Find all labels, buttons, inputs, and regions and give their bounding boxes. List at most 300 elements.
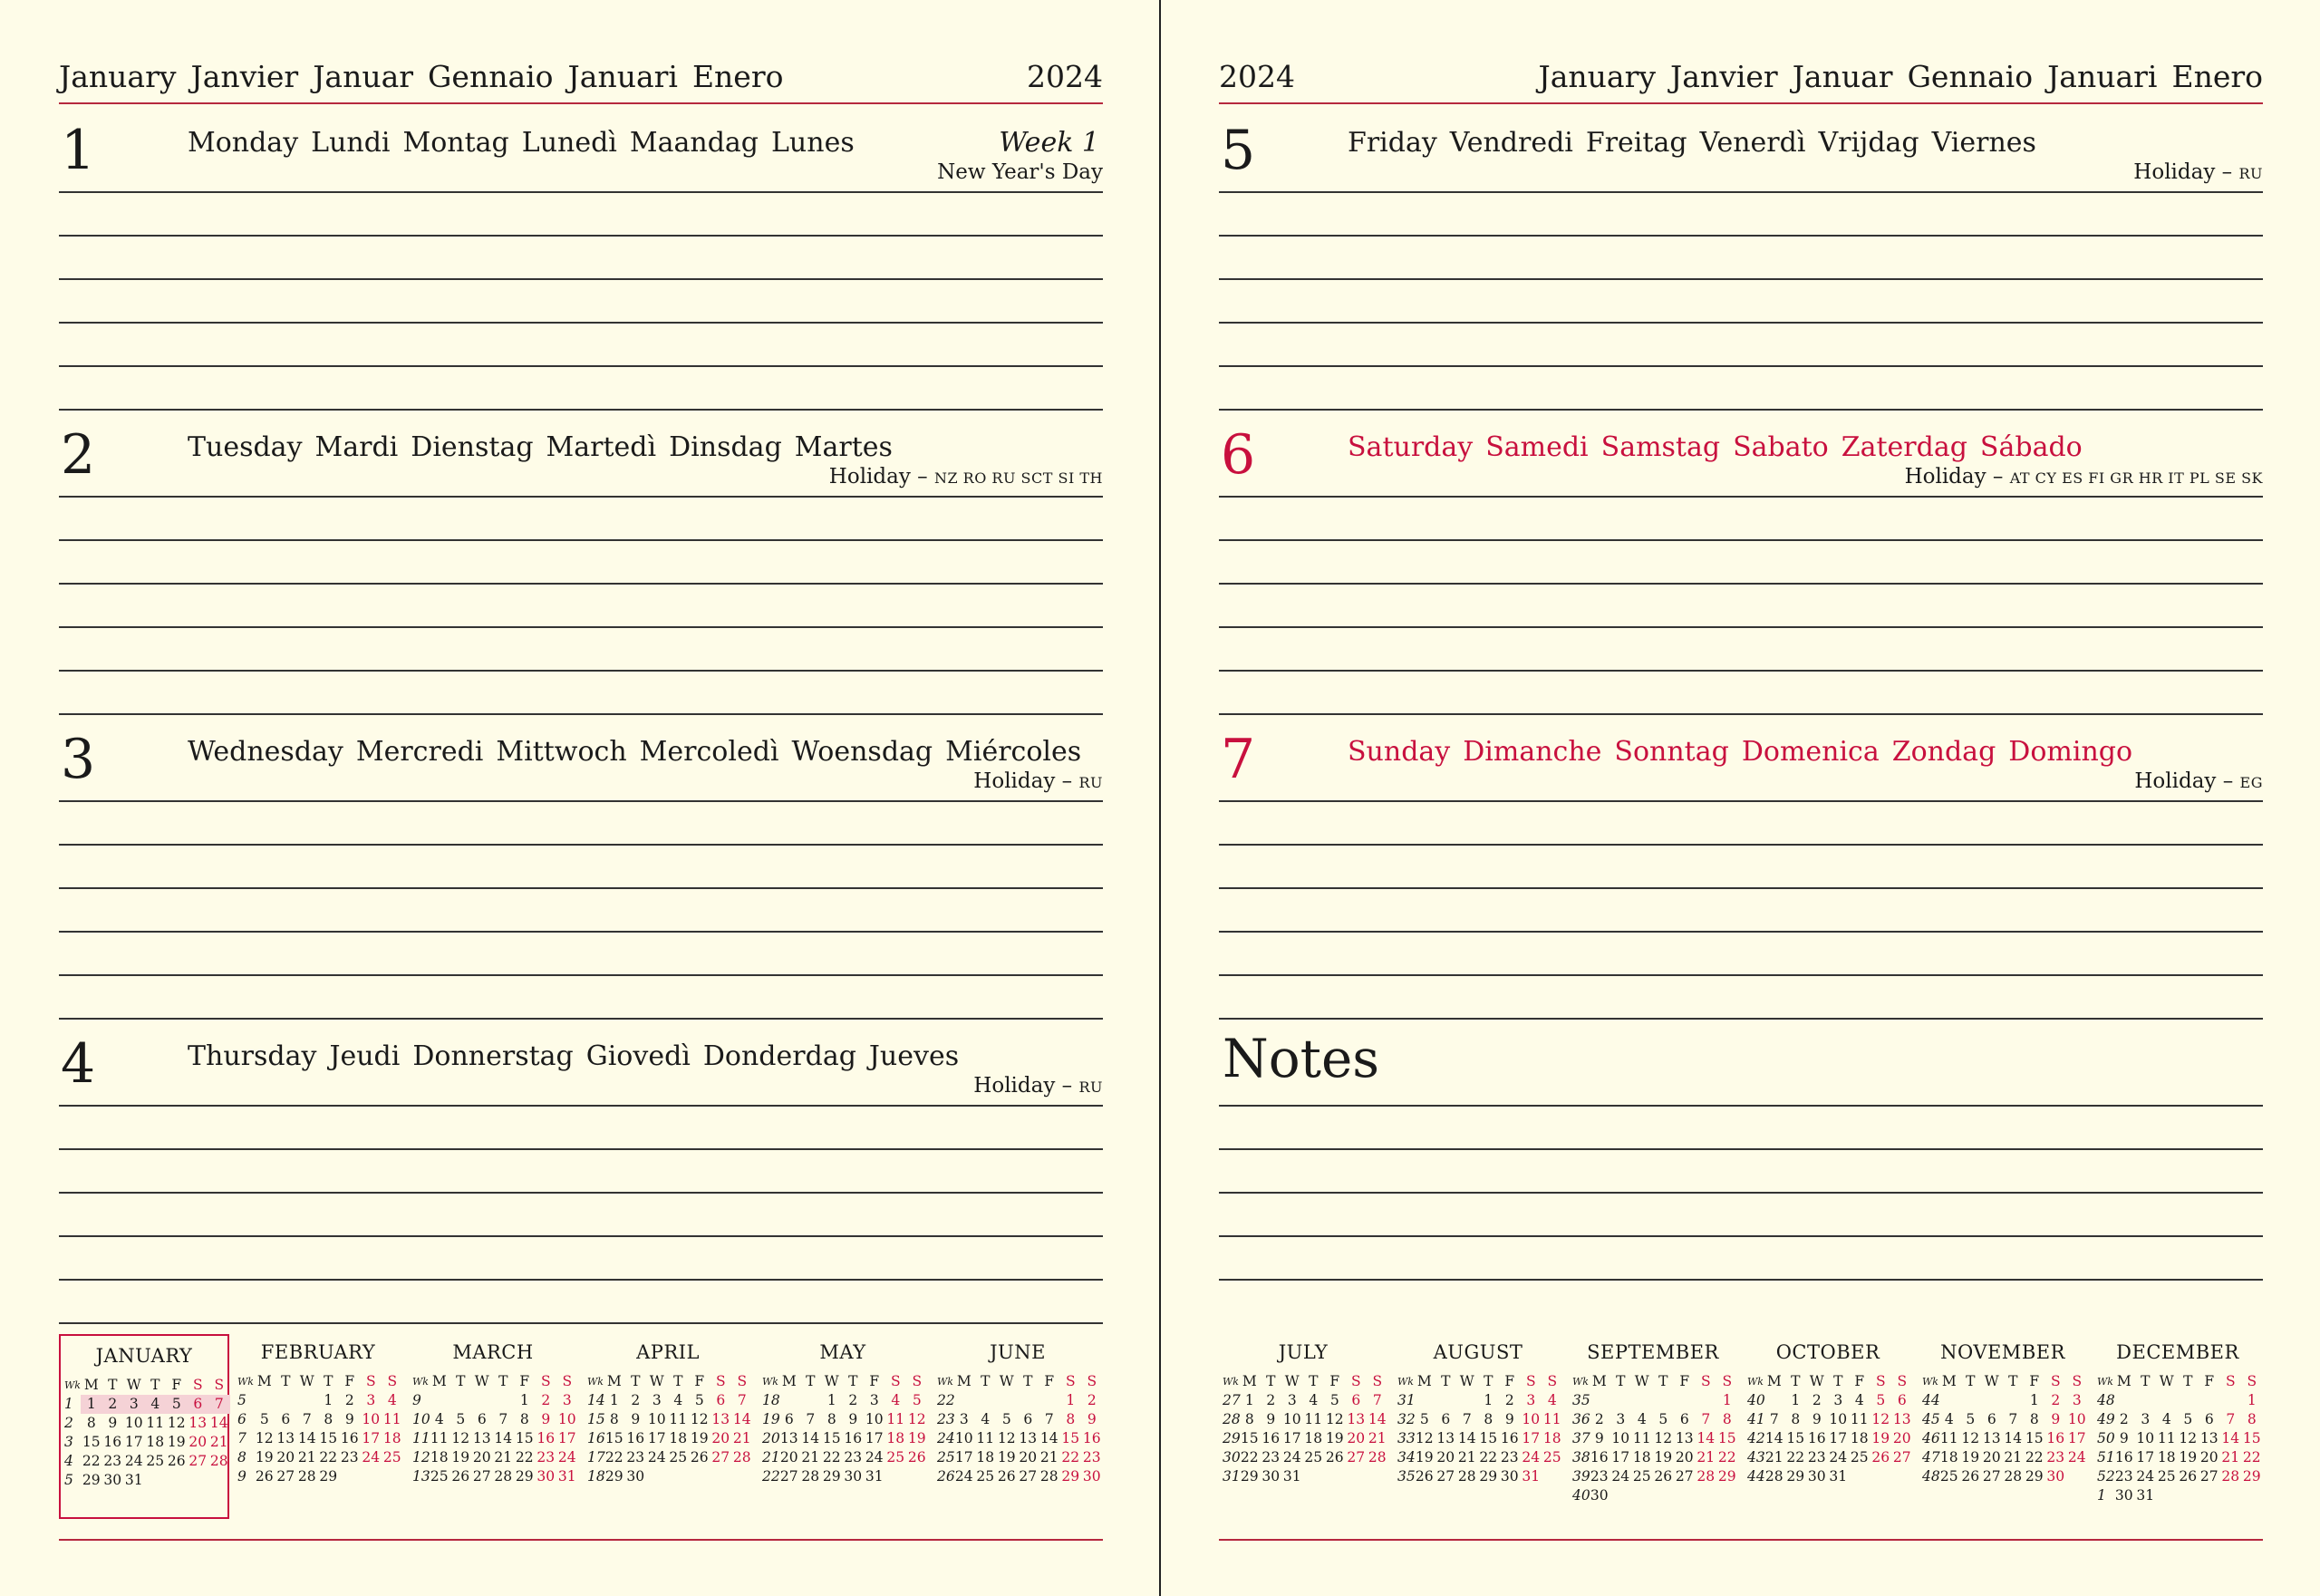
weekday-header: S <box>1350 1373 1361 1389</box>
weekday-header: F <box>1854 1373 1865 1389</box>
calendar-date: 24 <box>865 1449 884 1465</box>
mini-calendar-month: FEBRUARY <box>260 1341 376 1363</box>
day-name: Mardi <box>314 431 399 463</box>
mini-calendar-month: MARCH <box>452 1341 534 1363</box>
writing-line <box>59 191 1103 193</box>
week-number: 1 <box>64 1396 73 1412</box>
calendar-date: 22 <box>604 1449 624 1465</box>
calendar-date: 10 <box>647 1411 666 1427</box>
calendar-date: 19 <box>690 1430 709 1446</box>
calendar-date <box>296 1391 318 1410</box>
day-number: 4 <box>61 1032 96 1096</box>
mini-calendar-week <box>2097 1448 2263 1467</box>
weekday-header: S <box>912 1373 923 1389</box>
calendar-date: 2 <box>1504 1392 1514 1408</box>
weekday-header: T <box>1966 1373 1976 1389</box>
day-block[interactable] <box>59 415 1103 720</box>
mini-calendar-week <box>1223 1448 1388 1467</box>
month-name: Enero <box>691 59 784 94</box>
calendar-date <box>2220 1486 2242 1505</box>
calendar-date: 21 <box>801 1449 820 1465</box>
calendar-date: 28 <box>2221 1468 2240 1485</box>
calendar-date: 1 <box>2029 1392 2039 1408</box>
weekday-header: T <box>150 1377 160 1393</box>
mini-calendar-week <box>1747 1467 1913 1486</box>
calendar-date <box>2199 1486 2220 1505</box>
calendar-date: 14 <box>732 1411 751 1427</box>
calendar-date: 21 <box>2221 1449 2240 1465</box>
day-name: Lunes <box>771 127 855 159</box>
calendar-date: 31 <box>865 1468 884 1485</box>
weekday-header: S <box>365 1373 376 1389</box>
notes-title: Notes <box>1223 1028 1380 1089</box>
writing-line <box>59 844 1103 846</box>
calendar-date: 3 <box>366 1392 376 1408</box>
day-names <box>1348 736 2145 768</box>
writing-line <box>1219 1192 2263 1194</box>
week-number: 29 <box>1223 1430 1241 1446</box>
calendar-date <box>778 1391 800 1410</box>
weekday-header: S <box>192 1377 203 1393</box>
calendar-date: 3 <box>1616 1411 1626 1427</box>
calendar-date: 6 <box>1897 1392 1907 1408</box>
mini-calendar-week <box>587 1467 753 1486</box>
weekday-header: T <box>1791 1373 1801 1389</box>
month-name: January <box>1538 59 1657 94</box>
calendar-date <box>1674 1391 1696 1410</box>
calendar-date: 18 <box>1632 1449 1651 1465</box>
calendar-date: 14 <box>209 1415 228 1431</box>
calendar-date: 1 <box>1066 1392 1076 1408</box>
writing-line <box>1219 800 2263 802</box>
mini-calendar-grid <box>1747 1372 1913 1486</box>
day-block[interactable] <box>59 1024 1103 1329</box>
calendar-date: 8 <box>1066 1411 1076 1427</box>
calendar-date <box>361 1467 382 1486</box>
writing-line <box>59 626 1103 628</box>
weekday-header: T <box>1309 1373 1319 1389</box>
weekday-header: S <box>1087 1373 1097 1389</box>
week-number: 48 <box>1922 1468 1940 1485</box>
mini-calendar-week <box>1572 1391 1738 1410</box>
month-name: Januari <box>567 59 678 94</box>
calendar-date: 5 <box>694 1392 704 1408</box>
holiday-country-codes: RU <box>2238 165 2263 182</box>
calendar-date <box>1542 1467 1563 1486</box>
calendar-date: 15 <box>2025 1430 2044 1446</box>
day-name: Dimanche <box>1463 736 1602 768</box>
mini-calendar-week <box>1397 1410 1563 1429</box>
mini-calendar-week <box>64 1395 230 1414</box>
book-spine <box>1159 0 1161 1596</box>
calendar-date: 6 <box>281 1411 291 1427</box>
writing-line <box>1219 191 2263 193</box>
mini-calendar <box>2093 1332 2262 1519</box>
calendar-date: 16 <box>1082 1430 1101 1446</box>
weekday-header: S <box>1372 1373 1383 1389</box>
calendar-date: 18 <box>669 1430 688 1446</box>
calendar-date: 16 <box>1807 1430 1826 1446</box>
mini-calendar-week <box>1922 1391 2088 1410</box>
week-number: 48 <box>2097 1392 2115 1408</box>
weekday-header: T <box>2008 1373 2018 1389</box>
calendar-date: 3 <box>652 1392 662 1408</box>
day-name: Vendredi <box>1449 127 1573 159</box>
calendar-date: 7 <box>806 1411 816 1427</box>
weekday-header: T <box>1484 1373 1494 1389</box>
calendar-date: 18 <box>1850 1430 1869 1446</box>
day-number: 2 <box>61 423 96 487</box>
calendar-date <box>1938 1391 1960 1410</box>
holiday-note <box>1905 465 2263 488</box>
mini-calendar-month: NOVEMBER <box>1940 1341 2065 1363</box>
calendar-date <box>1849 1467 1870 1486</box>
weekday-header: S <box>387 1373 398 1389</box>
writing-line <box>59 322 1103 324</box>
weekday-header: T <box>108 1377 118 1393</box>
calendar-date: 22 <box>515 1449 534 1465</box>
mini-calendar-grid <box>237 1372 403 1486</box>
day-names <box>188 127 867 159</box>
mini-calendar-week <box>937 1391 1103 1410</box>
calendar-date: 20 <box>472 1449 491 1465</box>
mini-calendar-month: DECEMBER <box>2116 1341 2239 1363</box>
month-names <box>59 59 798 94</box>
weekday-header: M <box>1941 1373 1957 1389</box>
calendar-date: 15 <box>2242 1430 2261 1446</box>
calendar-date: 27 <box>276 1468 295 1485</box>
calendar-date <box>1653 1391 1675 1410</box>
day-name: Mercredi <box>355 736 484 768</box>
day-block[interactable] <box>1219 111 2263 415</box>
calendar-date: 11 <box>1542 1411 1561 1427</box>
mini-calendar-week <box>1223 1467 1388 1486</box>
holiday-label: New Year's Day <box>937 160 1103 184</box>
calendar-date: 16 <box>1590 1449 1609 1465</box>
mini-calendar <box>59 1334 229 1519</box>
weekday-header: W <box>1459 1373 1474 1389</box>
mini-calendar <box>234 1332 402 1519</box>
calendar-date: 2 <box>1087 1392 1097 1408</box>
weekday-header: F <box>694 1373 705 1389</box>
calendar-date: 24 <box>647 1449 666 1465</box>
right-page <box>1219 0 2263 1596</box>
calendar-date: 11 <box>382 1411 401 1427</box>
calendar-date: 6 <box>716 1392 726 1408</box>
day-number: 1 <box>61 119 96 182</box>
calendar-date: 20 <box>1436 1449 1455 1465</box>
mini-calendar-month: SEPTEMBER <box>1587 1341 1719 1363</box>
calendar-date: 23 <box>103 1453 122 1469</box>
writing-line <box>1219 1279 2263 1281</box>
calendar-date: 15 <box>319 1430 338 1446</box>
weekday-header: M <box>1242 1373 1257 1389</box>
mini-calendar-week <box>1397 1429 1563 1448</box>
calendar-date: 9 <box>1812 1411 1822 1427</box>
mini-calendar <box>1744 1332 1912 1519</box>
mini-calendar-week <box>1223 1391 1388 1410</box>
calendar-date: 19 <box>167 1434 186 1450</box>
left-page <box>59 0 1103 1596</box>
calendar-date: 14 <box>801 1430 820 1446</box>
calendar-date: 16 <box>1262 1430 1281 1446</box>
weekday-header: S <box>562 1373 573 1389</box>
holiday-label: Holiday – <box>973 1074 1073 1098</box>
weekday-header: Wk <box>64 1379 81 1391</box>
mini-calendar-week <box>762 1429 928 1448</box>
writing-line <box>1219 1105 2263 1107</box>
week-number: 5 <box>237 1392 246 1408</box>
week-number: 25 <box>937 1449 955 1465</box>
day-name: Donnerstag <box>412 1040 574 1072</box>
day-block[interactable] <box>59 720 1103 1024</box>
calendar-date <box>1589 1391 1610 1410</box>
calendar-date: 21 <box>209 1434 228 1450</box>
mini-calendar-week <box>1922 1410 2088 1429</box>
calendar-date: 20 <box>711 1430 730 1446</box>
week-number: 42 <box>1747 1430 1765 1446</box>
calendar-date: 1 <box>609 1392 619 1408</box>
weekday-header: T <box>324 1373 334 1389</box>
day-block[interactable] <box>1219 415 2263 720</box>
calendar-date: 23 <box>1807 1449 1826 1465</box>
mini-calendar-week <box>2097 1429 2263 1448</box>
calendar-date <box>2156 1486 2178 1505</box>
calendar-date: 13 <box>276 1430 295 1446</box>
weekday-header: M <box>1591 1373 1607 1389</box>
mini-calendar-week <box>64 1414 230 1433</box>
calendar-date: 12 <box>690 1411 709 1427</box>
calendar-date <box>1456 1391 1478 1410</box>
writing-line <box>59 713 1103 715</box>
calendar-date: 3 <box>959 1411 969 1427</box>
calendar-date: 9 <box>2119 1430 2129 1446</box>
calendar-date <box>276 1391 297 1410</box>
day-name: Wednesday <box>188 736 343 768</box>
calendar-date: 18 <box>146 1434 165 1450</box>
calendar-date: 18 <box>382 1430 401 1446</box>
calendar-date: 30 <box>536 1468 556 1485</box>
calendar-date <box>166 1471 188 1490</box>
mini-calendar-header <box>1922 1372 2088 1391</box>
calendar-date: 24 <box>1611 1468 1630 1485</box>
day-name: Donderdag <box>702 1040 856 1072</box>
calendar-date: 9 <box>848 1411 858 1427</box>
mini-calendar-week <box>237 1410 403 1429</box>
weekday-header: S <box>2247 1373 2257 1389</box>
calendar-date: 11 <box>669 1411 688 1427</box>
mini-calendar-week <box>1747 1410 1913 1429</box>
month-name: Janvier <box>190 59 299 94</box>
calendar-date: 18 <box>1542 1430 1561 1446</box>
calendar-date: 27 <box>779 1468 798 1485</box>
day-name: Lundi <box>311 127 391 159</box>
mini-calendar-week <box>587 1410 753 1429</box>
calendar-date: 27 <box>1436 1468 1455 1485</box>
calendar-date: 15 <box>822 1430 841 1446</box>
mini-calendar-header <box>1223 1372 1388 1391</box>
calendar-date: 28 <box>297 1468 316 1485</box>
weekday-header: T <box>281 1373 291 1389</box>
calendar-date: 29 <box>2025 1468 2044 1485</box>
calendar-date: 29 <box>1479 1468 1498 1485</box>
calendar-date: 29 <box>1717 1468 1736 1485</box>
calendar-date: 1 <box>81 1395 102 1414</box>
calendar-date <box>885 1467 907 1486</box>
weekday-header: Wk <box>587 1376 604 1388</box>
calendar-date: 3 <box>123 1395 145 1414</box>
week-number: 5 <box>64 1472 73 1488</box>
calendar-date: 22 <box>2025 1449 2044 1465</box>
mini-calendar-week <box>1747 1429 1913 1448</box>
calendar-date: 31 <box>1829 1468 1848 1485</box>
calendar-date <box>1631 1486 1653 1505</box>
holiday-label: Holiday – <box>2134 769 2234 793</box>
writing-line <box>59 1322 1103 1324</box>
calendar-date: 10 <box>362 1411 381 1427</box>
holiday-country-codes: NZ RO RU SCT SI TH <box>933 469 1103 487</box>
calendar-date <box>208 1471 230 1490</box>
calendar-date: 10 <box>2067 1411 2086 1427</box>
calendar-date: 13 <box>1892 1411 1911 1427</box>
mini-calendar-week <box>1572 1410 1738 1429</box>
calendar-date: 2 <box>1594 1411 1604 1427</box>
writing-line <box>59 670 1103 672</box>
day-name: Lunedì <box>521 127 617 159</box>
calendar-date: 3 <box>1526 1392 1536 1408</box>
calendar-date: 16 <box>536 1430 556 1446</box>
holiday-note <box>937 160 1103 184</box>
day-block[interactable] <box>59 111 1103 415</box>
calendar-date: 2 <box>631 1392 641 1408</box>
calendar-date: 18 <box>1939 1449 1958 1465</box>
day-number: 3 <box>61 728 96 791</box>
calendar-date <box>731 1467 753 1486</box>
day-name: Domingo <box>2008 736 2133 768</box>
day-name: Mittwoch <box>496 736 627 768</box>
calendar-date: 27 <box>1892 1449 1911 1465</box>
calendar-date: 1 <box>1791 1392 1801 1408</box>
calendar-date: 6 <box>1679 1411 1689 1427</box>
calendar-date: 12 <box>255 1430 274 1446</box>
calendar-date: 2 <box>848 1392 858 1408</box>
month-name: Januari <box>2047 59 2158 94</box>
calendar-date: 13 <box>1982 1430 2001 1446</box>
calendar-date: 7 <box>498 1411 508 1427</box>
calendar-date: 8 <box>324 1411 334 1427</box>
weekday-header: Wk <box>412 1376 429 1388</box>
weekday-header: S <box>2072 1373 2083 1389</box>
calendar-date: 25 <box>1304 1449 1323 1465</box>
calendar-date: 9 <box>1087 1411 1097 1427</box>
day-name: Freitag <box>1585 127 1687 159</box>
week-number: 32 <box>1397 1411 1416 1427</box>
calendar-date: 1 <box>324 1392 334 1408</box>
writing-line <box>59 800 1103 802</box>
week-number: 18 <box>587 1468 605 1485</box>
writing-line <box>59 931 1103 933</box>
calendar-date: 17 <box>557 1430 576 1446</box>
calendar-date: 21 <box>1039 1449 1058 1465</box>
mini-calendar-week <box>1747 1448 1913 1467</box>
calendar-date: 31 <box>557 1468 576 1485</box>
mini-calendar <box>1919 1332 2087 1519</box>
weekday-header: S <box>1875 1373 1886 1389</box>
holiday-note <box>2134 769 2263 793</box>
calendar-date: 12 <box>167 1415 186 1431</box>
calendar-date: 15 <box>1786 1430 1805 1446</box>
calendar-date: 16 <box>103 1434 122 1450</box>
week-number: 46 <box>1922 1430 1940 1446</box>
mini-calendar-week <box>237 1467 403 1486</box>
month-name: Gennaio <box>428 59 554 94</box>
calendar-date <box>1696 1391 1717 1410</box>
calendar-date: 2 <box>1812 1392 1822 1408</box>
calendar-date: 27 <box>1019 1468 1038 1485</box>
mini-calendar-week <box>762 1391 928 1410</box>
writing-line <box>59 1018 1103 1020</box>
week-number: 36 <box>1572 1411 1590 1427</box>
mini-calendars-right <box>1219 1332 2263 1541</box>
calendar-date: 30 <box>2114 1487 2133 1504</box>
left-page-header <box>59 49 1103 94</box>
day-name: Maandag <box>629 127 759 159</box>
calendar-date: 2 <box>2051 1392 2061 1408</box>
calendar-date: 5 <box>1876 1392 1886 1408</box>
calendar-date: 30 <box>844 1468 863 1485</box>
day-block[interactable] <box>1219 720 2263 1024</box>
week-number: 23 <box>937 1411 955 1427</box>
calendar-date: 24 <box>362 1449 381 1465</box>
month-name: Gennaio <box>1907 59 2034 94</box>
calendar-date: 13 <box>1347 1411 1366 1427</box>
calendar-date: 19 <box>907 1430 926 1446</box>
calendar-date: 25 <box>669 1449 688 1465</box>
calendar-date: 19 <box>1654 1449 1673 1465</box>
day-number: 6 <box>1221 423 1256 487</box>
weekday-header: T <box>1616 1373 1626 1389</box>
mini-calendar-week <box>937 1429 1103 1448</box>
calendar-date: 8 <box>1484 1411 1494 1427</box>
day-number: 7 <box>1221 728 1256 791</box>
calendar-date: 18 <box>886 1430 905 1446</box>
writing-line <box>59 365 1103 367</box>
writing-line <box>1219 670 2263 672</box>
calendar-date: 22 <box>319 1449 338 1465</box>
calendar-date: 13 <box>779 1430 798 1446</box>
day-names <box>1348 431 2095 463</box>
calendar-date <box>1764 1391 1785 1410</box>
day-name: Zondag <box>1891 736 1996 768</box>
week-number: 44 <box>1747 1468 1765 1485</box>
weekday-header: M <box>606 1373 622 1389</box>
calendar-date: 25 <box>1939 1468 1958 1485</box>
calendar-date: 22 <box>1479 1449 1498 1465</box>
mini-calendar-grid <box>64 1376 230 1490</box>
calendar-date: 25 <box>886 1449 905 1465</box>
bottom-rule <box>59 1539 1103 1541</box>
day-name: Miércoles <box>945 736 1082 768</box>
mini-calendar-month: MAY <box>819 1341 866 1363</box>
weekday-header: S <box>2050 1373 2061 1389</box>
week-number: 31 <box>1397 1392 1416 1408</box>
calendar-date: 20 <box>779 1449 798 1465</box>
calendar-date <box>1981 1391 2003 1410</box>
mini-calendar-week <box>587 1429 753 1448</box>
weekday-header: S <box>1525 1373 1536 1389</box>
day-names <box>188 431 905 463</box>
calendar-date: 11 <box>146 1415 165 1431</box>
